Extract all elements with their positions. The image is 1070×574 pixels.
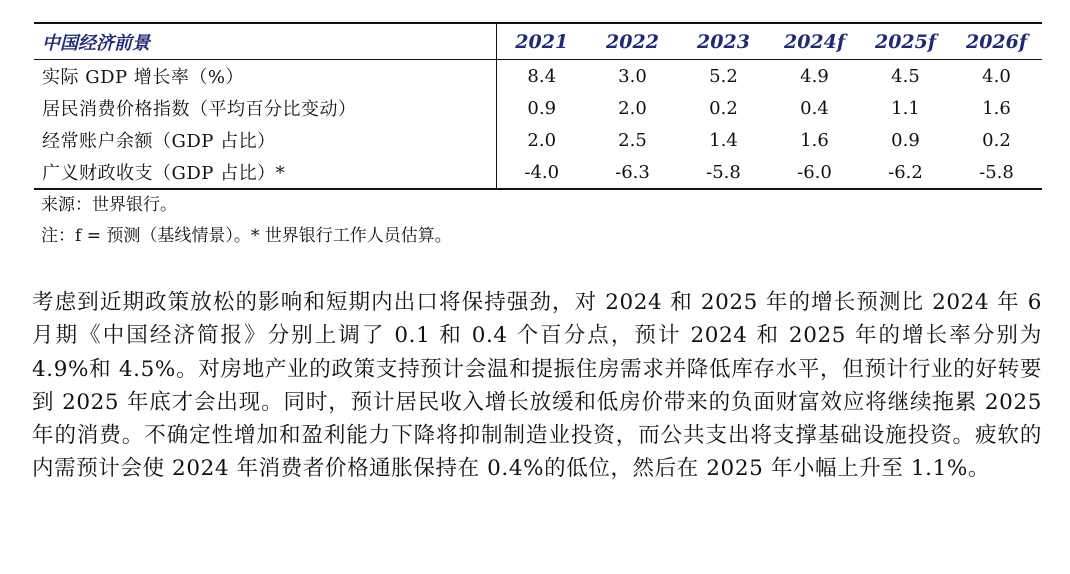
table-cell: -5.8 [979,161,1014,183]
forecast-note: 注：f = 预测（基线情景）。* 世界银行工作人员估算。 [41,226,452,246]
table-row [34,60,1042,93]
table-row [34,92,1042,124]
table-header-row [34,23,1042,60]
table-cell: -6.2 [888,161,923,183]
year-header: 2026f [951,23,1042,60]
table-cell: -6.3 [615,161,650,183]
table-cell: -5.8 [706,161,741,183]
table-cell: 1.4 [709,129,738,151]
row-label: 广义财政收支（GDP 占比）* [34,156,496,189]
table-cell: 0.9 [891,129,920,151]
table-cell: 5.2 [709,65,738,87]
china-outlook-table [34,22,1042,190]
table-cell: -6.0 [797,161,832,183]
table-title: 中国经济前景 [34,23,496,60]
table-cell: 0.9 [527,97,557,119]
table-cell: 2.0 [527,129,557,151]
table-cell: 0.2 [709,97,738,119]
body-paragraph: 考虑到近期政策放松的影响和短期内出口将保持强劲，对 2024 和 2025 年的增长预测比 2024 年 6 月期《中国经济简报》分别上调了 0.1 和 0.4 个百分点，预计 2024 和 2025 年的增长率分别为 4.9%和 4.5%。对房地产业的政策支持预计会温和提振住房需求并降低库存水平，但预计行业的好转要到 2025 年底才会出现。同时，预计居民收入增长放缓和低房价带来的负面财富效应将继续拖累 2025 年的消费。不确定性增加和盈利能力下降将抑制制造业投资，而公共支出将支撑基础设施投资。疲软的内需预计会使 2024 年消费者价格通胀保持在 0.4%的低位，然后在 2025 年小幅上升至 1.1%。 [32,290,1042,482]
table-cell: 0.2 [982,129,1011,151]
table-cell: 2.0 [618,97,647,119]
table-cell: 1.6 [800,129,829,151]
year-header: 2022 [587,23,678,60]
year-header: 2021 [496,23,587,60]
table-cell: 0.4 [800,97,829,119]
table-cell: 8.4 [527,65,557,87]
table-cell: 1.1 [891,97,920,119]
row-label: 经常账户余额（GDP 占比） [34,124,496,156]
table-row [34,124,1042,156]
table-cell: 1.6 [982,97,1011,119]
table-cell: 4.5 [891,65,920,87]
table-cell: 3.0 [618,65,647,87]
row-label: 居民消费价格指数（平均百分比变动） [34,92,496,124]
outlook-table-container [34,22,1042,190]
table-cell: -4.0 [524,161,560,183]
source-note: 来源：世界银行。 [41,195,177,215]
table-cell: 4.0 [982,65,1011,87]
row-label: 实际 GDP 增长率（%） [34,60,496,93]
year-header: 2024f [769,23,860,60]
year-header: 2023 [678,23,769,60]
table-row [34,156,1042,189]
table-notes [41,190,452,252]
year-header: 2025f [860,23,951,60]
table-cell: 2.5 [618,129,647,151]
table-cell: 4.9 [800,65,829,87]
